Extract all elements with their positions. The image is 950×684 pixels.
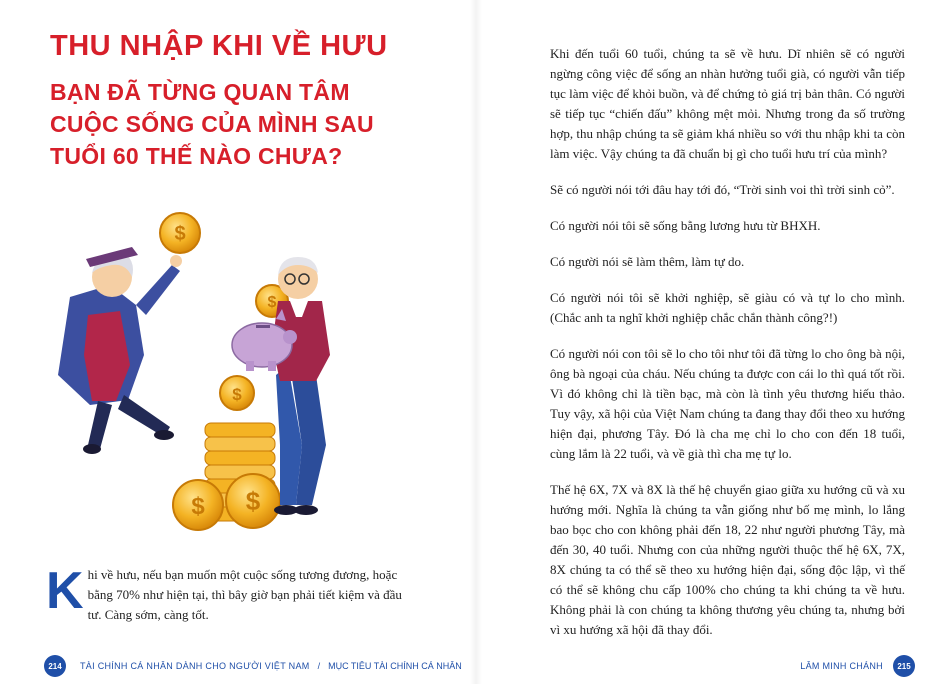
body-text	[550, 44, 905, 656]
paragraph: Có người nói con tôi sẽ lo cho tôi như tôi đã từng lo cho ông bà nội, ông bà ngoại của cháu. Nếu chúng ta được con cái lo thì quá tốt rồi. Vì đó không chỉ là tiền bạc, mà còn là tình yêu thương hiếu thảo. Tuy vậy, xã hội của Việt Nam chúng ta đang thay đổi theo xu hướng hiện đại, phương Tây. Đó là cha mẹ chỉ lo cho con đến 18 tuổi, cùng lắm là 22 tuổi, và về già thì cha mẹ tự lo.	[550, 346, 905, 461]
retirement-illustration	[40, 205, 340, 545]
svg-text:$: $	[232, 385, 242, 404]
page-number-left: 214	[44, 655, 66, 677]
right-footer	[775, 654, 915, 678]
left-footer	[44, 654, 464, 678]
big-coin-left	[173, 480, 223, 530]
footer-author: LÂM MINH CHÁNH	[800, 661, 883, 671]
page-subtitle: BẠN ĐÃ TỪNG QUAN TÂM CUỘC SỐNG CỦA MÌNH SAU TUỔI 60 THẾ NÀO CHƯA?	[50, 79, 374, 169]
svg-text:$: $	[267, 294, 277, 311]
intro-paragraph	[46, 562, 402, 625]
footer-book-title: TÀI CHÍNH CÁ NHÂN DÀNH CHO NGƯỜI VIỆT NAM	[80, 661, 310, 671]
paragraph: Sẽ có người nói tới đâu hay tới đó, “Trời sinh voi thì trời sinh cỏ”.	[550, 182, 895, 197]
floating-coin-top	[160, 213, 200, 253]
intro-text: hi về hưu, nếu bạn muốn một cuộc sống tương đương, hoặc bằng 70% như hiện tại, thì bây giờ bạn phải tiết kiệm và đầu tư. Càng sớm, càng tốt.	[87, 567, 402, 622]
paragraph: Khi đến tuổi 60 tuổi, chúng ta sẽ về hưu. Dĩ nhiên sẽ có người ngừng công việc để sống an nhàn hưởng tuổi già, có người vẫn tiếp tục làm việc để khỏi buồn, và để chứng tỏ giá trị bản thân. Có người sẽ tiếp tục “chiến đấu” không mệt mỏi. Nhưng trong đa số trường hợp, thu nhập chúng ta sẽ giảm khá nhiều so với thu nhập khi ta còn làm việc. Vậy chúng ta đã chuẩn bị gì cho tuổi hưu trí của mình?	[550, 46, 905, 161]
footer-chapter-title: MỤC TIÊU TÀI CHÍNH CÁ NHÂN	[328, 661, 462, 671]
grandmother-figure	[58, 247, 182, 454]
paragraph: Có người nói sẽ làm thêm, làm tự do.	[550, 254, 745, 269]
svg-text:$: $	[245, 486, 261, 516]
paragraph: Có người nói tôi sẽ sống bằng lương hưu từ BHXH.	[550, 218, 821, 233]
svg-text:$: $	[174, 223, 186, 245]
floating-coin-low	[220, 376, 254, 410]
svg-text:$: $	[191, 493, 205, 520]
footer-separator: /	[317, 661, 321, 671]
paragraph: Có người nói tôi sẽ khởi nghiệp, sẽ giàu có và tự lo cho mình. (Chắc anh ta nghĩ khởi nghiệp chắc chắn thành công?!)	[550, 290, 905, 325]
big-coin-right	[226, 474, 280, 528]
right-page	[475, 0, 950, 684]
paragraph: Thế hệ 6X, 7X và 8X là thế hệ chuyển giao giữa xu hướng cũ và xu hướng mới. Nghĩa là chúng ta vẫn giống như bố mẹ mình, lo lắng bao bọc cho con không phải đến 18, 22 như người phương Tây, mà đến 30, 40 tuổi. Nhưng con của những người thuộc thế hệ 6X, 7X, 8X chúng ta có thể sẽ theo xu hướng hiện đại, sống độc lập, vì thế có thể sẽ không chu cấp 100% cho chúng ta khi chúng ta về hưu. Không phải là con chúng ta không thương yêu chúng ta, nhưng bởi vì xu hướng xã hội đã thay đổi.	[550, 482, 905, 637]
drop-cap: K	[46, 562, 84, 620]
page-title: THU NHẬP KHI VỀ HƯU	[50, 30, 388, 62]
page-number-right: 215	[893, 655, 915, 677]
